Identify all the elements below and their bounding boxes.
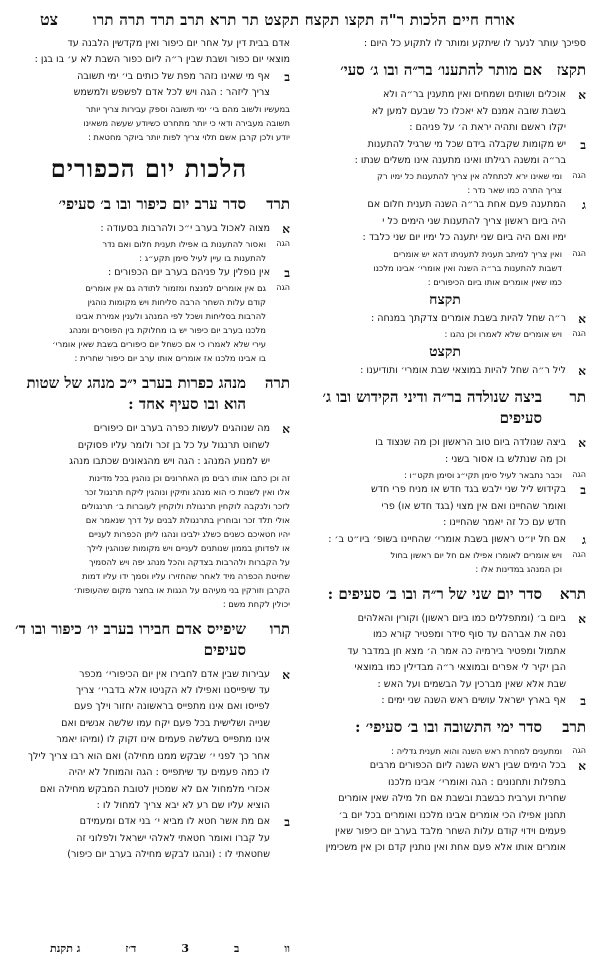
text-line: ימיו ואם היה ביום שני יתענה כל ימיו יום שני כלבד : [362,232,566,244]
left-column [8,36,290,864]
text-line: אולי תלד זכר ובוחרין בתרנגולת לבנים על דרך שנאמר אם [85,514,290,525]
seif-letter: א [282,667,290,682]
seif-paragraph [304,435,586,468]
seif-text [8,265,270,281]
text-line: על קברו ואומר חטאתי לאלהי ישראל ולפלוני זה [76,832,270,844]
seif-letter: ב [580,137,586,152]
text-line: דשבות להתענות בר״ה השנה ואין אומרי׳ אבינו מלכנו [373,262,562,273]
siman-title: ביצה שנולדה בר״ה ודיני הקידוש ובו ג׳ סעיפים [322,388,542,428]
text-line: לו כמה פעמים עד שיתפייס : הגה והמוחל לא יהיה [68,767,270,779]
text-line: שחרית וערבית כבשבת ובשבת אם חל מילה שאין אומרים [338,793,566,805]
seif-text [8,667,270,815]
text-line: אתמול ומפטיר בירמיה כה אמר ה׳ מצא חן במדבר עד [347,645,566,657]
text-line: אכזרי מלמחול אם לא שמכוין לטובת המבקש מחילה ואם [39,783,270,795]
seif-letter: א [578,364,586,379]
siman-heading [304,717,586,738]
running-head [40,8,515,32]
text-line: לפייסו ואם אינו מתפייס בראשונה יחזור וילך פעם [73,701,270,713]
text-line: חדש עם כל זה יאמר שהחיינו : [443,517,566,529]
text-line: גם אין אומרים למנצח ומזמור לתודה גם אין אומרים [85,283,266,294]
text-line: שבת אלא שאין מברכין על הבשמים ועל האש : [377,678,566,690]
gloss-text [304,327,562,341]
seif-paragraph [8,421,290,470]
siman-number: תרה [264,374,290,393]
seif-paragraph [304,87,586,136]
seif-text [304,611,566,693]
hilchot-title: הלכות יום הכפורים [50,153,248,183]
text-line: עבירות שבין אדם לחבירו אין יום הכיפורי׳ מכפר [79,668,270,680]
seif-paragraph [8,265,290,281]
text-line: וכן המנהג במדינות אלו : [475,563,562,574]
text-line: הקרבן וזורקין בני מעיהם על הגגות או בחצר מקום שהעופות׳ [73,584,290,595]
text-line: ביום ב׳ (ומתפללים כמו ביום ראשון) וקורין והאלהים [357,612,566,624]
text-line: יהיו חטאיכם כשנים כשלג ילבינו ונהגו ליתן הכפרות לעניים [88,528,290,539]
text-line: להרבות בסליחות ושכל לפי המנהג ולענין אמירת אבינו [75,311,266,322]
text-line: עירי שלא לאמרו כי אם כשחל יום כיפורים בשבת שאין אומרי׳ [52,339,266,350]
siman-title: סדר ימי התשובה ובו ב׳ סעיפי׳ : [355,718,542,737]
seif-paragraph [8,69,290,102]
siman-heading [8,619,290,661]
seif-letter: א [578,88,586,103]
text-line: או לפדותן בממון שנותנים לעניים ויש מקומות שנוהגין לילך [86,542,290,553]
text-line: ומתענים למחרת ראש השנה והוא תענית גדליה : [391,746,562,757]
seif-text [304,197,566,246]
text-line: וכן מה שנתלש בו אסור בשני : [445,453,566,465]
siman-number: תרב [562,718,586,737]
seif-text [8,69,270,102]
top-fragment: ספיכך עותר לנער לו שיתקע ומותר לו לתקוע כל היום : [363,38,586,49]
text-line: אין נופלין על פניהם בערב יום הכפורים : [108,267,270,279]
text-line: מצוה לאכול בערב י״כ ולהרבות בסעודה : [100,222,270,234]
text-line: מלכנו בערב יום כיפור יש בו מחלוקת בין הפוסרים ומנהג [69,325,266,336]
continuation-text [8,102,290,144]
seif-letter: א [578,311,586,326]
seif-letter: א [282,422,290,437]
text-line: על הקברות ולהרבות בצדקה והכל מנהג יפה ויש להסמיך [88,556,290,567]
siman-heading [304,387,586,429]
gloss-marker: הגה [572,470,586,480]
siman-number: תרד [266,194,290,213]
siman-heading [8,194,290,215]
siman-number: תקצז [556,61,586,80]
seif-letter: ב [284,69,290,84]
text-line: צריך התרה כמו שאר נדר : [467,185,562,196]
text-line: שחיטת הכפרה מיד לאחר שהחזירו עליו וסמך ידו עליו דמות [82,570,290,581]
text-line: ואסור להתענות בו אפילו תענית חלום ואם נדר [102,239,266,250]
folio-number: צט [40,10,59,29]
seif-letter: ג [582,198,586,213]
text-line: ויש אומרים לאומרו אפילו אם חל יום ראשון בחול [390,549,562,560]
seif-paragraph [304,363,586,379]
seif-paragraph [8,221,290,237]
text-line: תחנון אפילו הכי אומרים אבינו מלכנו ואומרים בכל יום ב׳ [338,809,566,821]
text-line: אם מת אשר חטא לו מביא י׳ בני אדם ומעמידם [79,816,270,828]
text-line: המתענה פעם אחת בר״ה השנה תענית חלום אם [367,199,566,211]
seif-paragraph [8,667,290,815]
text-line: במעשיו ולשוב מהם בי׳ ימי תשובה וספק עבירות צריך יותר [85,103,290,114]
text-line: בתפלות ותחנונים : הגה ואומרי׳ אבינו מלכנו [388,776,566,788]
seif-text [304,87,566,136]
seif-paragraph [304,693,586,709]
catchline [50,942,290,955]
gloss-marker: הגה [572,329,586,339]
text-line: צריך ליזהר : הגה ויש לכל אדם לפשפש ולמשמש [73,87,270,99]
text-line: נסה את אברהם עד סוף סידר ומפטיר קורא כמו [372,629,566,641]
siman-title: מנהג כפרות בערב י״כ מנהג של שטות הוא ובו סעיף אחד : [26,374,246,414]
seif-text [304,693,566,709]
seif-letter: א [282,221,290,236]
signature-mark: וו [284,942,290,955]
text-line: ר״ה שחל להיות בשבת אומרים צדקתך במנחה : [370,312,566,324]
text-line: ואין צריך למיתב תענית לתעניתו דהא יש אומרים [393,248,562,259]
text-line: בו אבינו מלכנו אז אומרים אותו ערב יום כיפור שחרית : [74,353,266,364]
text-line: וכבר נתבאר לעיל סימן תקי״ג וסימן תקט״ו : [404,470,562,481]
seif-paragraph [304,137,586,170]
text-line: אדם בבית דין על אחר יום כיפור ואין מקדשין הלבנה עד [67,38,290,49]
seif-paragraph [304,311,586,327]
right-column [304,36,586,857]
gloss-text [304,169,562,197]
siman-title: אם מותר להתענו׳ בר״ה ובו ג׳ סעי׳ [340,61,542,80]
text-line: זה וכן כתבו אותו רבים מן האחרונים וכן נוהגין בכל מדינות [88,472,290,483]
gloss-marker: הגה [572,746,586,756]
text-line: לזכר ולנקבה לוקחין תרנגולת ולוקחין לעוברות ב׳ תרנגולים [81,500,290,511]
seif-paragraph [304,611,586,693]
seif-letter: א [578,436,586,451]
text-line: יודע ולכן קרבן אשם תלוי צריך לפות יותר ביוקר מחטאת : [87,131,290,142]
text-line: אף בארץ ישראל עושים ראש השנה שני ימים : [381,694,566,706]
gloss-rema [8,281,290,365]
text-line: יקלו ראשם ותהיה יראת ה׳ על פניהם : [409,122,566,134]
text-line: מוצאי יום כפור ושבת שבין ר״ה ליום כפור השבת לא ע׳ בו בגן : [34,54,290,66]
seif-text [8,221,270,237]
seif-text [304,137,566,170]
text-line: בר״ה ומשנה רגילתו ואינו מתענה אינו משלים שנתו : [354,155,566,167]
siman-heading [8,373,290,415]
text-line: בשבת שובה אמנם לא יאכלו כל שבעם למען לא [371,105,566,117]
gloss-rema [304,247,586,289]
text-line: שחטאתי לו : (ונהגו לבקש מחילה בערב יום כיפור) [67,849,270,861]
signature-mark: ב [234,942,240,955]
gloss-marker: הגה [572,248,586,258]
gloss-rema [8,237,290,265]
running-head-title: אורח חיים הלכות ר"ה תקצו תקצח תקצט תר תרא תרב תרד תרה תרו [92,10,515,29]
text-line: ליל ר״ה שחל להיות במוצאי שבת אומרי׳ ותודיענו : [360,365,566,377]
text-line: שנייה ושלישית בכל פעם יקח עמו שלשה אנשים ואם [61,717,270,729]
gloss-text [304,468,562,482]
siman-number: תרא [559,584,586,603]
text-line: קודם עלות השחר הרבה סליחות ויש מקומות נוהגין [87,297,266,308]
text-line: תשובה מעבירה ודאי כי יותר מתחרט כשיודע שעשה משאינו [83,117,290,128]
gloss-marker: הגה [572,171,586,181]
seif-text [8,421,270,470]
seif-letter: א [578,611,586,626]
text-line: הבן יקיר לי אפרים ובמוצאי ר״ה מבדילין כמו במוצאי [354,662,566,674]
seif-text [8,814,270,863]
seif-text [304,311,566,327]
seif-letter: ב [580,483,586,498]
text-line: יש למנוע המנהג : הגה ויש מהגאונים שכתבו מנהג [69,456,270,468]
signature-mark: 3 [181,942,189,955]
text-line: פעמים וידוי קודם עלות השחר מלבד בערב יום כיפור שאין [335,825,566,837]
gloss-text [304,744,562,758]
text-line: אינו מתפייס בשלשה פעמים אינו זקוק לו (ומיהו יאמר [56,734,270,746]
gloss-rema [304,327,586,341]
gloss-text [8,281,266,365]
text-line: בקידוש ליל שני ילבש בגד חדש או מניח פרי חדש [370,484,566,496]
siman-heading [304,60,586,81]
gloss-marker: הגה [572,549,586,559]
siman-title: שיפייס אדם חבירו בערב יו׳ כיפור ובו ד׳ סעיפים [15,619,246,659]
gloss-rema [304,468,586,482]
gloss-text [304,247,562,289]
text-line: להתענות בו עיין לעיל סימן תקע״ג : [139,253,266,264]
text-line: אומרים אותו אלא פעם אחת ואין נותנין קדם וכן אין משכימין [325,842,566,854]
seif-text [304,482,566,531]
text-line: אם חל יו״ט ראשון בשבת אומרי׳ שהחיינו בשופ׳ ביו״ט ב׳ : [328,533,566,545]
text-line: אוכלים ושותים ושמחים ואין מתענין בר״ה ולא [382,89,566,101]
seif-paragraph [8,814,290,863]
seif-paragraph [304,482,586,531]
signature-mark: ג תקנת [50,942,81,955]
seif-letter: א [578,759,586,774]
seif-letter: ב [580,693,586,708]
siman-heading [304,584,586,605]
seif-text [304,363,566,379]
text-line: בכל הימים שבין ראש השנה ליום הכפורים מרבים [369,760,566,772]
gloss-text [304,548,562,576]
continuation-text [8,471,290,611]
text-line: אלו ואין לשנות כי הוא מנהג ותיקין ונוהגין ליקח תרנגול זכר [84,486,290,497]
siman-number: תקצט [429,344,461,361]
gloss-text [8,237,266,265]
text-line: עד שיפייסנו ואפילו לא הקניטו אלא בדברי׳ צריך [75,685,270,697]
text-line: לשחוט תרנגול על כל בן זכר ולומר עליו פסוקים [77,439,270,451]
seif-letter: ג [582,532,586,547]
text-line: ויש אומרים שלא לאמרו וכן נהגו : [444,329,562,340]
seif-letter: ב [284,266,290,281]
seif-text [304,758,566,856]
text-line: היה ביום ראשון צריך להתענות שני הימים כל י [382,215,566,227]
gloss-rema [304,548,586,576]
siman-number: תקצח [429,291,461,308]
text-line: הוציא עליו שם רע לא יבא צריך למחול לו : [96,799,270,811]
seif-paragraph [304,532,586,548]
gloss-rema [304,169,586,197]
siman-title: סדר ערב יום כיפור ובו ב׳ סעיפי׳ [58,194,246,213]
gloss-marker: הגה [276,283,290,293]
text-line: מה שנוהגים לעשות כפרה בערב יום כיפורים [93,423,270,435]
seif-text [304,435,566,468]
text-line: ומי שאינו ירא לכתחלה אין צריך להתענות כל ימיו רק [377,171,562,182]
seif-paragraph [304,758,586,856]
signature-mark: ד׳ז [125,942,137,955]
seif-text [304,532,566,548]
text-line: אף מי שאינו נזהר מפת של כותים בי׳ ימי תשובה [77,70,270,82]
gloss-marker: הגה [276,239,290,249]
siman-number: תרו [269,619,290,638]
seif-letter: ב [284,815,290,830]
text-line: ואומר שהחיינו ואם אין מצוי (בגד חדש או) פרי [381,500,566,512]
text-line: ביצה שנולדה ביום טוב הראשון וכן מה שנצוד בו [375,437,566,449]
text-line: יכולין לקחת משם : [222,598,290,609]
text-line: יש מקומות שקבלה בידם שכל מי שרגיל להתענות [367,138,566,150]
text-line: אחר כך לפני י׳ שבקש ממנו מחילה) ואם הוא רבו צריך לילך [27,750,270,762]
seif-paragraph [304,197,586,246]
text-line: כמו שאין אומרים אותו ביום הכיפורים : [427,276,562,287]
gloss-rema [304,744,586,758]
siman-title: סדר יום שני של ר״ה ובו ב׳ סעיפים : [327,584,542,603]
siman-number: תר [569,388,586,407]
